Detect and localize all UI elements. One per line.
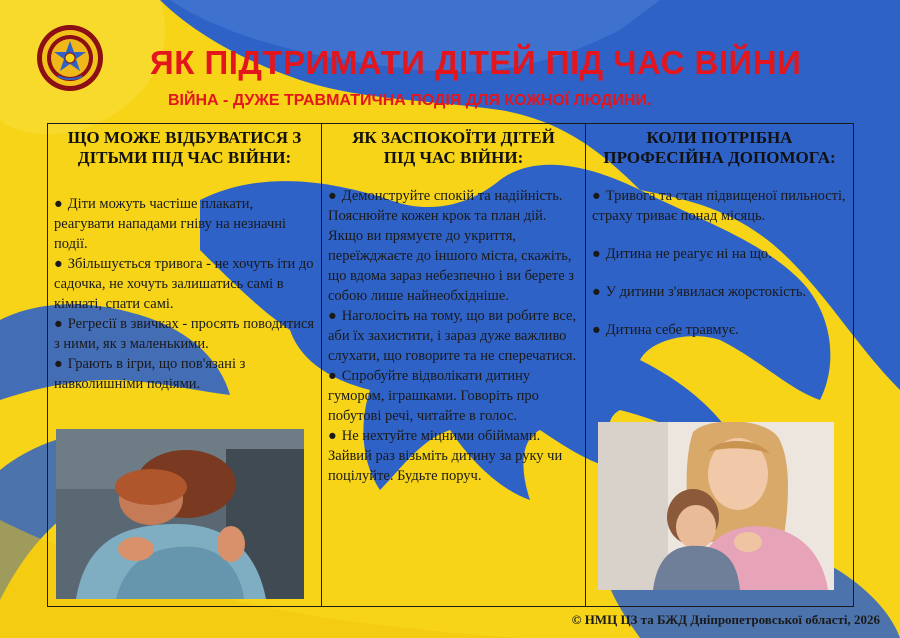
bullet-icon: ●	[54, 356, 63, 372]
list-item	[54, 254, 316, 314]
list-item-text: Дитина не реагує ні на що.	[605, 246, 772, 262]
bullet-icon: ●	[592, 188, 601, 204]
page-subtitle: ВІЙНА - ДУЖЕ ТРАВМАТИЧНА ПОДІЯ ДЛЯ КОЖНОЇ ЛЮДИНИ.	[168, 92, 652, 109]
list-item	[592, 186, 850, 226]
list-item	[54, 354, 316, 394]
bullet-icon: ●	[328, 188, 337, 204]
list-item	[592, 244, 850, 264]
heading-line: ПРОФЕСІЙНА ДОПОМОГА:	[603, 148, 836, 167]
column-how-to-calm	[322, 124, 586, 606]
list-item	[328, 426, 580, 486]
bullet-icon: ●	[328, 428, 337, 444]
sad-child-image	[56, 429, 304, 599]
photo-hugging-children	[598, 422, 834, 590]
photo-sad-child	[56, 429, 304, 599]
list-item-text: Спробуйте відволікати дитину гумором, іграшками. Говоріть про побутові речі, читайте в голос.	[328, 368, 539, 424]
column-what-happens	[48, 124, 322, 606]
emblem-icon	[36, 24, 104, 92]
bullet-icon: ●	[592, 284, 601, 300]
page-title: ЯК ПІДТРИМАТИ ДІТЕЙ ПІД ЧАС ВІЙНИ	[150, 44, 802, 81]
list-item	[328, 306, 580, 366]
bullet-icon: ●	[54, 256, 63, 272]
bullet-icon: ●	[592, 246, 601, 262]
list-item	[54, 314, 316, 354]
list-item	[54, 194, 316, 254]
list-item-text: Збільшується тривога - не хочуть іти до садочка, не хочуть залишатись самі в кімнаті, спати самі.	[54, 256, 314, 312]
column-heading	[48, 124, 321, 168]
bullet-icon: ●	[54, 196, 63, 212]
heading-line: ПІД ЧАС ВІЙНИ:	[383, 148, 524, 167]
bullet-icon: ●	[328, 308, 337, 324]
column-heading	[322, 124, 585, 168]
bullet-list	[328, 186, 580, 486]
list-item-text: Регресії в звичках - просять поводитися з ними, як з маленькими.	[54, 316, 315, 352]
copyright-footer: © НМЦ ЦЗ та БЖД Дніпропетровської області, 2026	[571, 612, 880, 627]
heading-line: КОЛИ ПОТРІБНА	[646, 128, 793, 147]
bullet-icon: ●	[592, 322, 601, 338]
list-item-text: Тривога та стан підвищеної пильності, страху триває понад місяць.	[592, 188, 846, 224]
bullet-list	[54, 194, 316, 394]
heading-line: ЯК ЗАСПОКОЇТИ ДІТЕЙ	[352, 128, 555, 147]
list-item	[328, 366, 580, 426]
heading-line: ДІТЬМИ ПІД ЧАС ВІЙНИ:	[77, 148, 292, 167]
list-item-text: Не нехтуйте міцними обіймами. Зайвий раз візьміть дитину за руку чи поцілуйте. Будьте поруч.	[328, 428, 563, 484]
list-item-text: Дитина себе травмує.	[605, 322, 739, 338]
list-item	[592, 282, 850, 302]
heading-line: ЩО МОЖЕ ВІДБУВАТИСЯ З	[67, 128, 302, 147]
info-table	[47, 123, 854, 607]
list-item-text: Демонструйте спокій та надійність. Пояснюйте кожен крок та план дій. Якщо ви прямуєте до укриття, переїжджаєте до іншого міста, скажіть, що вдома зараз небезпечно і ви берете з собою лише найнеобхідніше.	[328, 188, 575, 304]
bullet-list	[592, 186, 850, 358]
bullet-icon: ●	[54, 316, 63, 332]
list-item-text: Грають в ігри, що пов'язані з навколишніми подіями.	[54, 356, 246, 392]
list-item-text: Діти можуть частіше плакати, реагувати нападами гніву на незначні події.	[54, 196, 287, 252]
column-heading	[586, 124, 853, 168]
list-item-text: Наголосіть на тому, що ви робите все, аби їх захистити, і зараз дуже важливо слухати, що говорите та не сперечатися.	[328, 308, 577, 364]
list-item	[328, 186, 580, 306]
list-item	[592, 320, 850, 340]
hugging-children-image	[598, 422, 834, 590]
emergency-service-emblem	[36, 24, 104, 92]
column-professional-help	[586, 124, 853, 606]
bullet-icon: ●	[328, 368, 337, 384]
list-item-text: У дитини з'явилася жорстокість.	[605, 284, 807, 300]
